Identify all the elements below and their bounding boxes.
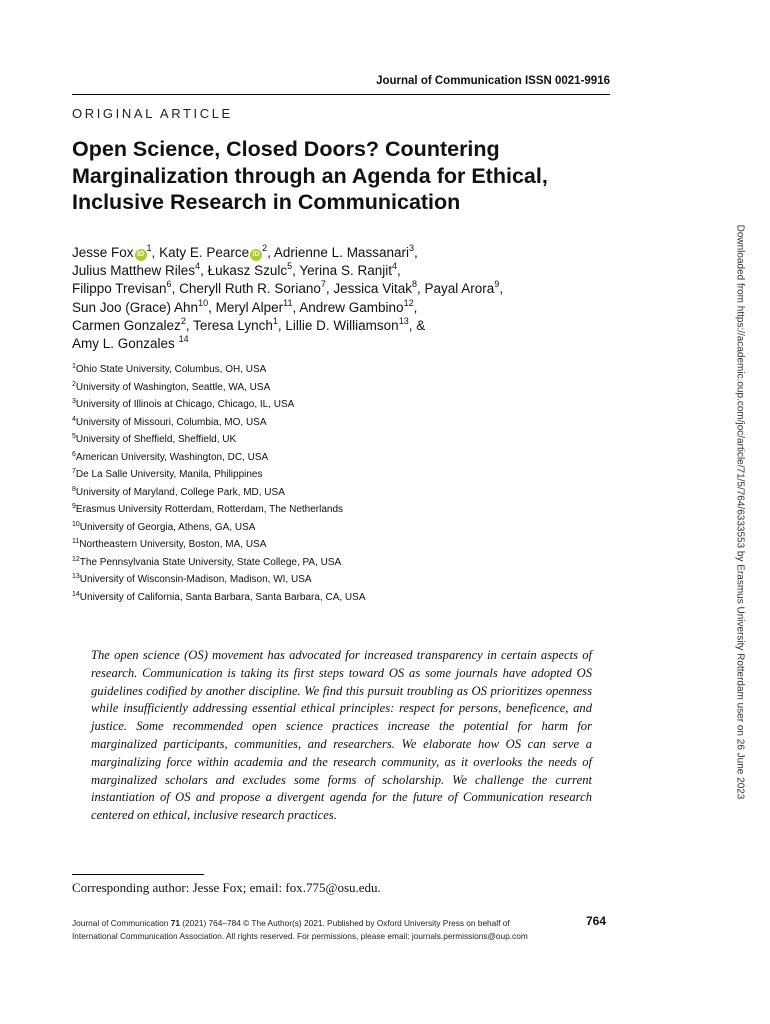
author-name: Jesse Fox <box>72 245 134 260</box>
orcid-icon[interactable]: iD <box>250 249 262 261</box>
affiliation-number: 6 <box>72 450 76 458</box>
affiliation-number: 4 <box>72 415 76 423</box>
footer-line-2: International Communication Association. All rights reserved. For permissions, please email: journals.permissions@oup.com <box>72 930 528 941</box>
affiliation-text: The Pennsylvania State University, State College, PA, USA <box>79 556 342 568</box>
affiliation-text: University of Georgia, Athens, GA, USA <box>79 521 256 533</box>
author-affiliation-mark: 13 <box>398 315 409 326</box>
article-type-label: ORIGINAL ARTICLE <box>72 106 233 121</box>
affiliation-item <box>72 417 267 428</box>
affiliation-number: 11 <box>72 538 80 545</box>
affiliation-number: 8 <box>72 485 76 493</box>
author-affiliation-mark: 12 <box>403 297 414 308</box>
affiliation-number: 2 <box>72 380 76 388</box>
affiliation-item <box>72 364 266 375</box>
abstract-text: The open science (OS) movement has advocated for increased transparency in certain aspects of research. Communication is taking its first steps toward OS as some journals have adopted OS guidelines codified by another discipline. We find this pursuit troubling as OS prioritizes openness while insufficiently addressing essential ethical principles: respect for persons, beneficence, and justice. Some recommended open science practices increase the potential for harm for marginalized participants, communities, and researchers. We elaborate how OS can serve a marginalizing force within academia and the research community, as it overlooks the needs of marginalized scholars and excludes some forms of scholarship. We challenge the current instantiation of OS and propose a divergent agenda for the future of Communication research centered on ethical, inclusive research practices. <box>91 648 592 823</box>
affiliation-item <box>72 539 266 550</box>
author-name: Amy L. Gonzales <box>72 336 175 352</box>
affiliation-item <box>72 487 285 498</box>
affiliation-item <box>72 592 366 603</box>
affiliation-item <box>72 557 341 568</box>
author-affiliation-mark: 3 <box>408 243 414 253</box>
author-name: Carmen Gonzalez <box>72 317 181 333</box>
affiliation-number: 14 <box>72 590 80 598</box>
affiliation-item <box>72 574 312 585</box>
author-affiliation-mark: 10 <box>198 297 209 308</box>
orcid-icon[interactable]: iD <box>135 249 147 261</box>
author-name: Filippo Trevisan <box>72 281 167 297</box>
affiliation-number: 12 <box>72 555 80 563</box>
author-name: Sun Joo (Grace) Ahn <box>72 299 199 315</box>
author-affiliation-mark: 1 <box>272 315 278 326</box>
footer-journal: Journal of Communication <box>72 918 171 928</box>
author-name: Meryl Alper <box>215 299 284 315</box>
author-affiliation-mark: 2 <box>262 243 268 253</box>
affiliation-text: Erasmus University Rotterdam, Rotterdam, The Netherlands <box>75 504 344 515</box>
affiliation-number: 7 <box>72 468 76 475</box>
author-name: Yerina S. Ranjit <box>299 263 392 279</box>
affiliation-number: 13 <box>72 573 80 580</box>
affiliation-item <box>72 452 268 463</box>
affiliation-text: University of Missouri, Columbia, MO, USA <box>75 416 267 428</box>
author-affiliation-mark: 4 <box>195 261 201 272</box>
affiliation-text: Ohio State University, Columbus, OH, USA <box>75 364 267 375</box>
affiliation-number: 10 <box>72 520 80 528</box>
copyright-footer <box>72 917 572 942</box>
affiliation-text: University of Illinois at Chicago, Chicago, IL, USA <box>75 399 295 410</box>
author-affiliation-mark: 5 <box>287 261 293 272</box>
affiliation-text: De La Salle University, Manila, Philippines <box>75 469 263 480</box>
affiliation-number: 1 <box>72 363 76 370</box>
author-name: Lillie D. Williamson <box>285 317 399 333</box>
affiliation-number: 3 <box>72 398 76 405</box>
affiliation-item <box>72 434 236 445</box>
affiliation-text: University of Wisconsin-Madison, Madison, WI, USA <box>79 574 312 585</box>
download-watermark: Downloaded from https://academic.oup.com/joc/article/71/5/764/6333553 by Erasmus University Rotterdam user on 26 June 2023 <box>734 224 746 800</box>
author-affiliation-mark: 11 <box>283 297 293 308</box>
footer-volume: 71 <box>170 918 180 928</box>
author-name: Julius Matthew Riles <box>72 263 196 279</box>
author-name: Katy E. Pearce <box>159 245 250 260</box>
author-name: Jessica Vitak <box>333 281 412 297</box>
footer-publication-info: (2021) 764–784 © The Author(s) 2021. Published by Oxford University Press on behalf of <box>179 918 510 928</box>
author-affiliation-mark: 9 <box>494 279 500 290</box>
page-number: 764 <box>586 914 607 928</box>
header-rule <box>72 94 610 95</box>
affiliation-number: 9 <box>72 503 76 510</box>
affiliation-text: University of Washington, Seattle, WA, USA <box>75 381 271 393</box>
footnote-rule <box>72 874 204 875</box>
affiliation-item <box>72 399 294 410</box>
author-affiliation-mark: 2 <box>180 315 186 326</box>
affiliation-text: American University, Washington, DC, USA <box>75 451 269 463</box>
author-affiliation-mark: 6 <box>166 279 172 290</box>
affiliation-item <box>72 504 343 515</box>
author-name: Cheryll Ruth R. Soriano <box>179 281 321 297</box>
affiliation-text: University of Sheffield, Sheffield, UK <box>75 434 237 445</box>
affiliation-item <box>72 382 270 393</box>
author-affiliation-mark: 4 <box>391 261 397 272</box>
author-name: Adrienne L. Massanari <box>273 245 409 260</box>
author-affiliation-mark: 7 <box>320 279 326 290</box>
affiliation-number: 5 <box>72 433 76 440</box>
footer-line-1 <box>72 917 572 930</box>
author-name: Andrew Gambino <box>299 299 404 315</box>
journal-issn-header: Journal of Communication ISSN 0021-9916 <box>376 75 610 87</box>
article-title: Open Science, Closed Doors? Countering Marginalization through an Agenda for Ethical, Inclusive Research in Communication <box>72 137 548 214</box>
affiliation-item <box>72 469 262 480</box>
author-name: Łukasz Szulc <box>207 263 288 279</box>
author-affiliation-mark: 14 <box>178 334 189 345</box>
author-name: Payal Arora <box>424 281 495 297</box>
corresponding-author: Corresponding author: Jesse Fox; email: fox.775@osu.edu. <box>72 880 381 895</box>
author-name: Teresa Lynch <box>193 317 273 333</box>
affiliation-text: University of Maryland, College Park, MD, USA <box>75 486 285 498</box>
affiliation-text: Northeastern University, Boston, MA, USA <box>79 539 267 550</box>
author-affiliation-mark: 1 <box>146 243 152 253</box>
author-affiliation-mark: 8 <box>411 279 417 290</box>
affiliation-text: University of California, Santa Barbara, Santa Barbara, CA, USA <box>79 591 366 603</box>
affiliation-item <box>72 522 255 533</box>
author-list: Jesse Fox $iD^1$, Katy E. Pearce $iD^2$, Adrienne L. Massanari$^3$, Julius Matthew Riles$^4$, Łukasz Szulc$^5$, Yerina S. Ranjit$^4$, Filippo Trevisan$^6$, Cheryll Ruth R. Soriano$^7$, Jessica Vitak$^8$, Payal Arora$^9$, Sun Joo (Grace) Ahn$^{10}$, Meryl Alper$^{11}$, Andrew Gambino$^{12}$, Carmen Gonzalez$^2$, Teresa Lynch$^1$, Lillie D. Williamson$^{13}$, & Amy L. Gonzales $^{14}$ <box>72 243 504 352</box>
author-ampersand: & <box>416 317 426 333</box>
